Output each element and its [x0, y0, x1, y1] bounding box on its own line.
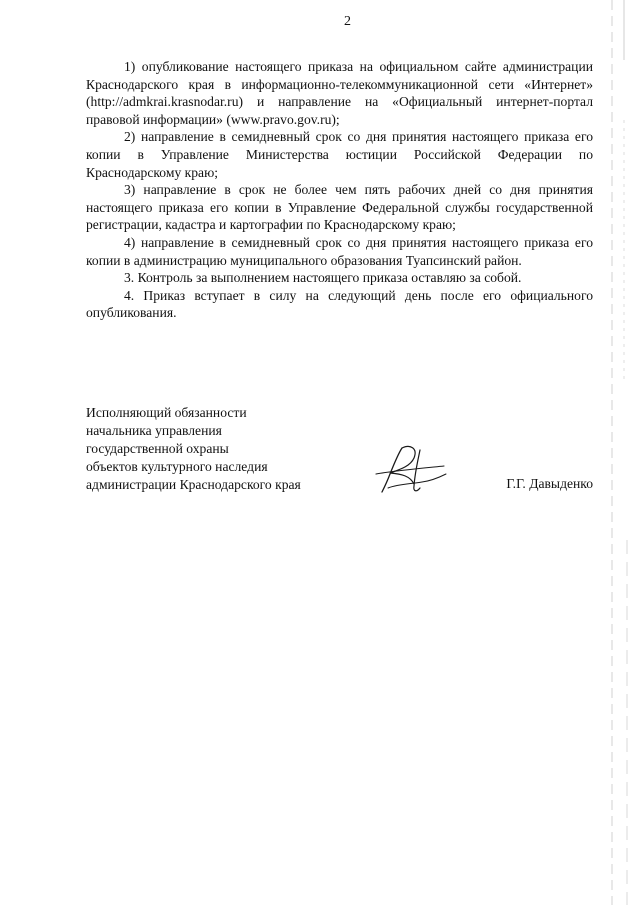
- position-line: администрации Краснодарского края: [86, 477, 301, 492]
- document-body: [86, 58, 593, 322]
- position-line: начальника управления: [86, 423, 222, 438]
- scan-edge-artifact: [610, 0, 636, 905]
- signature-block: [86, 404, 593, 500]
- handwritten-signature: [368, 440, 450, 498]
- paragraph-entry-into-force: 4. Приказ вступает в силу на следующий день после его официального опубликования.: [86, 287, 593, 321]
- paragraph-rosreestr: 3) направление в срок не более чем пять рабочих дней со дня принятия настоящего приказа его копии в Управление Федеральной службы государственной регистрации, кадастра и картографии по Краснодарскому краю;: [86, 182, 593, 233]
- paragraph-ministry-of-justice: 2) направление в семидневный срок со дня принятия настоящего приказа его копии в Управление Министерства юстиции Российской Федерации по Краснодарскому краю;: [86, 129, 593, 180]
- signer-name: Г.Г. Давыденко: [506, 476, 593, 491]
- signer-position: [86, 404, 386, 494]
- position-line: Исполняющий обязанности: [86, 405, 247, 420]
- paragraph-control: 3. Контроль за выполнением настоящего приказа оставляю за собой.: [124, 270, 522, 286]
- position-line: государственной охраны: [86, 441, 229, 456]
- paragraph-municipality: 4) направление в семидневный срок со дня принятия настоящего приказа его копии в администрацию муниципального образования Туапсинский район.: [86, 234, 593, 268]
- paragraph-publication: 1) опубликование настоящего приказа на официальном сайте администрации Краснодарского края в информационно-телекоммуникационной сети «Интернет» (http://admkrai.krasnodar.ru) и направление на «Официальный интернет-портал правовой информации» (www.pravo.gov.ru);: [86, 59, 593, 127]
- position-line: объектов культурного наследия: [86, 459, 268, 474]
- page-number: 2: [344, 14, 351, 29]
